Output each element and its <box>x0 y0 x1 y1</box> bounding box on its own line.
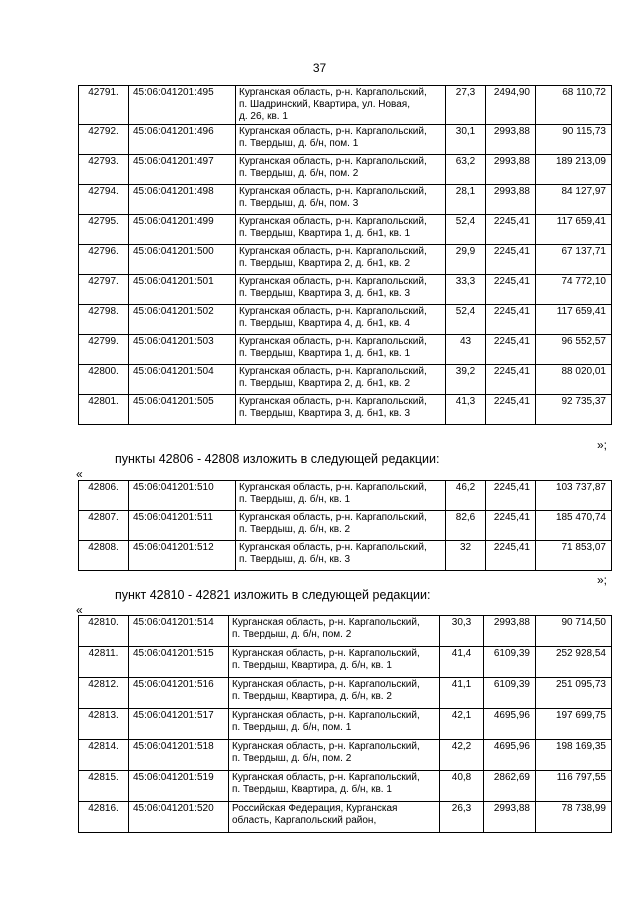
address-line: п. Твердыш, Квартира 1, д. бн1, кв. 1 <box>239 228 411 239</box>
total-value-cell: 96 552,57 <box>536 335 612 365</box>
table-row <box>79 647 612 678</box>
table-row <box>79 511 612 541</box>
total-value-cell: 252 928,54 <box>536 647 612 678</box>
address-cell <box>236 305 446 335</box>
address-line: Курганская область, р-н. Каргапольский, <box>239 336 427 347</box>
address-line: п. Твердыш, д. б/н, кв. 1 <box>239 494 351 505</box>
address-line: п. Шадринский, Квартира, ул. Новая, <box>239 99 410 110</box>
address-line: п. Твердыш, д. б/н, кв. 3 <box>239 554 351 565</box>
rate-cell: 2245,41 <box>486 541 536 571</box>
area-cell: 28,1 <box>446 185 486 215</box>
address-line: п. Твердыш, д. б/н, пом. 1 <box>239 138 359 149</box>
address-cell <box>236 511 446 541</box>
table-row <box>79 802 612 833</box>
item-number-cell: 42816. <box>79 802 129 833</box>
total-value-cell: 197 699,75 <box>536 709 612 740</box>
rate-cell: 2993,88 <box>486 125 536 155</box>
table-row <box>79 275 612 305</box>
address-line: Курганская область, р-н. Каргапольский, <box>232 648 420 659</box>
address-line: Курганская область, р-н. Каргапольский, <box>232 741 420 752</box>
property-table-2 <box>78 480 612 571</box>
total-value-cell: 92 735,37 <box>536 395 612 425</box>
address-line: Курганская область, р-н. Каргапольский, <box>239 186 427 197</box>
item-number-cell: 42800. <box>79 365 129 395</box>
cadastral-number-cell: 45:06:041201:505 <box>129 395 236 425</box>
address-line: п. Твердыш, д. б/н, кв. 2 <box>239 524 351 535</box>
address-cell <box>229 616 440 647</box>
opening-quote-2: « <box>76 603 83 617</box>
item-number-cell: 42810. <box>79 616 129 647</box>
cadastral-number-cell: 45:06:041201:518 <box>129 740 229 771</box>
address-line: Курганская область, р-н. Каргапольский, <box>239 396 427 407</box>
address-line: Курганская область, р-н. Каргапольский, <box>232 617 420 628</box>
total-value-cell: 185 470,74 <box>536 511 612 541</box>
address-line: Курганская область, р-н. Каргапольский, <box>232 772 420 783</box>
table-row <box>79 305 612 335</box>
cadastral-number-cell: 45:06:041201:512 <box>129 541 236 571</box>
address-line: Курганская область, р-н. Каргапольский, <box>239 87 427 98</box>
address-line: п. Твердыш, Квартира 2, д. бн1, кв. 2 <box>239 378 411 389</box>
property-table-1 <box>78 85 612 425</box>
area-cell: 41,1 <box>440 678 484 709</box>
table-row <box>79 771 612 802</box>
address-line: п. Твердыш, Квартира 4, д. бн1, кв. 4 <box>239 318 411 329</box>
item-number-cell: 42793. <box>79 155 129 185</box>
rate-cell: 2993,88 <box>486 155 536 185</box>
total-value-cell: 78 738,99 <box>536 802 612 833</box>
rate-cell: 2245,41 <box>486 365 536 395</box>
address-cell <box>229 802 440 833</box>
rate-cell: 2993,88 <box>484 616 536 647</box>
address-cell <box>236 185 446 215</box>
address-cell <box>236 481 446 511</box>
rate-cell: 2494,90 <box>486 86 536 125</box>
total-value-cell: 189 213,09 <box>536 155 612 185</box>
item-number-cell: 42801. <box>79 395 129 425</box>
address-cell <box>236 395 446 425</box>
area-cell: 30,1 <box>446 125 486 155</box>
address-line: п. Твердыш, Квартира, д. б/н, кв. 1 <box>232 660 392 671</box>
item-number-cell: 42792. <box>79 125 129 155</box>
total-value-cell: 103 737,87 <box>536 481 612 511</box>
page-number: 37 <box>312 61 327 75</box>
rate-cell: 2245,41 <box>486 275 536 305</box>
table-row <box>79 740 612 771</box>
address-line: Курганская область, р-н. Каргапольский, <box>239 246 427 257</box>
area-cell: 27,3 <box>446 86 486 125</box>
table-row <box>79 541 612 571</box>
address-line: п. Твердыш, д. б/н, пом. 1 <box>232 722 352 733</box>
address-cell <box>229 740 440 771</box>
address-cell <box>236 335 446 365</box>
address-line: Курганская область, р-н. Каргапольский, <box>239 156 427 167</box>
item-number-cell: 42808. <box>79 541 129 571</box>
table-row <box>79 678 612 709</box>
area-cell: 41,3 <box>446 395 486 425</box>
table-row <box>79 185 612 215</box>
address-line: Российская Федерация, Курганская <box>232 803 398 814</box>
address-cell <box>236 275 446 305</box>
cadastral-number-cell: 45:06:041201:500 <box>129 245 236 275</box>
address-line: Курганская область, р-н. Каргапольский, <box>232 679 420 690</box>
table-row <box>79 86 612 125</box>
address-cell <box>229 678 440 709</box>
total-value-cell: 251 095,73 <box>536 678 612 709</box>
area-cell: 82,6 <box>446 511 486 541</box>
cadastral-number-cell: 45:06:041201:504 <box>129 365 236 395</box>
address-cell <box>236 155 446 185</box>
rate-cell: 2245,41 <box>486 395 536 425</box>
address-line: область, Каргапольский район, <box>232 815 377 826</box>
table-row <box>79 215 612 245</box>
address-line: п. Твердыш, Квартира, д. б/н, кв. 1 <box>232 784 392 795</box>
address-line: Курганская область, р-н. Каргапольский, <box>239 542 427 553</box>
total-value-cell: 71 853,07 <box>536 541 612 571</box>
rate-cell: 6109,39 <box>484 647 536 678</box>
item-number-cell: 42797. <box>79 275 129 305</box>
area-cell: 63,2 <box>446 155 486 185</box>
address-cell <box>236 125 446 155</box>
total-value-cell: 67 137,71 <box>536 245 612 275</box>
total-value-cell: 116 797,55 <box>536 771 612 802</box>
address-line: п. Твердыш, д. б/н, пом. 2 <box>239 168 359 179</box>
cadastral-number-cell: 45:06:041201:497 <box>129 155 236 185</box>
cadastral-number-cell: 45:06:041201:517 <box>129 709 229 740</box>
table-row <box>79 616 612 647</box>
rate-cell: 2993,88 <box>484 802 536 833</box>
item-number-cell: 42806. <box>79 481 129 511</box>
address-line: п. Твердыш, д. б/н, пом. 2 <box>232 753 352 764</box>
item-number-cell: 42798. <box>79 305 129 335</box>
cadastral-number-cell: 45:06:041201:503 <box>129 335 236 365</box>
address-cell <box>236 365 446 395</box>
cadastral-number-cell: 45:06:041201:511 <box>129 511 236 541</box>
item-number-cell: 42813. <box>79 709 129 740</box>
closing-quote-1: »; <box>597 438 608 452</box>
closing-quote-2: »; <box>597 573 608 587</box>
address-line: д. 26, кв. 1 <box>239 111 288 122</box>
area-cell: 32 <box>446 541 486 571</box>
table-row <box>79 709 612 740</box>
address-line: Курганская область, р-н. Каргапольский, <box>239 216 427 227</box>
cadastral-number-cell: 45:06:041201:502 <box>129 305 236 335</box>
rate-cell: 2993,88 <box>486 185 536 215</box>
address-cell <box>236 86 446 125</box>
cadastral-number-cell: 45:06:041201:499 <box>129 215 236 245</box>
area-cell: 41,4 <box>440 647 484 678</box>
paragraph-items-42806-42808: пункты 42806 - 42808 изложить в следующей редакции: <box>115 452 440 466</box>
rate-cell: 6109,39 <box>484 678 536 709</box>
area-cell: 42,2 <box>440 740 484 771</box>
table-row <box>79 245 612 275</box>
rate-cell: 2245,41 <box>486 245 536 275</box>
address-cell <box>236 245 446 275</box>
rate-cell: 4695,96 <box>484 740 536 771</box>
total-value-cell: 88 020,01 <box>536 365 612 395</box>
address-line: п. Твердыш, Квартира 1, д. бн1, кв. 1 <box>239 348 411 359</box>
area-cell: 26,3 <box>440 802 484 833</box>
cadastral-number-cell: 45:06:041201:510 <box>129 481 236 511</box>
property-table-3 <box>78 615 612 833</box>
total-value-cell: 90 115,73 <box>536 125 612 155</box>
cadastral-number-cell: 45:06:041201:519 <box>129 771 229 802</box>
total-value-cell: 90 714,50 <box>536 616 612 647</box>
item-number-cell: 42814. <box>79 740 129 771</box>
area-cell: 30,3 <box>440 616 484 647</box>
address-line: п. Твердыш, д. б/н, пом. 2 <box>232 629 352 640</box>
address-line: Курганская область, р-н. Каргапольский, <box>239 306 427 317</box>
item-number-cell: 42799. <box>79 335 129 365</box>
item-number-cell: 42811. <box>79 647 129 678</box>
address-line: Курганская область, р-н. Каргапольский, <box>239 276 427 287</box>
address-line: п. Твердыш, Квартира 2, д. бн1, кв. 2 <box>239 258 411 269</box>
address-line: Курганская область, р-н. Каргапольский, <box>239 126 427 137</box>
area-cell: 52,4 <box>446 215 486 245</box>
paragraph-items-42810-42821: пункт 42810 - 42821 изложить в следующей редакции: <box>115 588 431 602</box>
item-number-cell: 42807. <box>79 511 129 541</box>
address-cell <box>236 541 446 571</box>
address-line: Курганская область, р-н. Каргапольский, <box>239 366 427 377</box>
item-number-cell: 42791. <box>79 86 129 125</box>
area-cell: 42,1 <box>440 709 484 740</box>
item-number-cell: 42795. <box>79 215 129 245</box>
total-value-cell: 74 772,10 <box>536 275 612 305</box>
area-cell: 39,2 <box>446 365 486 395</box>
item-number-cell: 42815. <box>79 771 129 802</box>
area-cell: 33,3 <box>446 275 486 305</box>
area-cell: 52,4 <box>446 305 486 335</box>
address-line: Курганская область, р-н. Каргапольский, <box>239 482 427 493</box>
cadastral-number-cell: 45:06:041201:516 <box>129 678 229 709</box>
rate-cell: 2245,41 <box>486 215 536 245</box>
address-line: Курганская область, р-н. Каргапольский, <box>232 710 420 721</box>
table-row <box>79 365 612 395</box>
total-value-cell: 117 659,41 <box>536 305 612 335</box>
cadastral-number-cell: 45:06:041201:515 <box>129 647 229 678</box>
total-value-cell: 198 169,35 <box>536 740 612 771</box>
opening-quote-1: « <box>76 467 83 481</box>
cadastral-number-cell: 45:06:041201:520 <box>129 802 229 833</box>
address-cell <box>229 709 440 740</box>
cadastral-number-cell: 45:06:041201:514 <box>129 616 229 647</box>
table-row <box>79 125 612 155</box>
address-line: п. Твердыш, Квартира 3, д. бн1, кв. 3 <box>239 408 411 419</box>
item-number-cell: 42796. <box>79 245 129 275</box>
address-line: п. Твердыш, Квартира, д. б/н, кв. 2 <box>232 691 392 702</box>
address-line: п. Твердыш, д. б/н, пом. 3 <box>239 198 359 209</box>
table-row <box>79 395 612 425</box>
area-cell: 43 <box>446 335 486 365</box>
rate-cell: 2862,69 <box>484 771 536 802</box>
total-value-cell: 84 127,97 <box>536 185 612 215</box>
rate-cell: 2245,41 <box>486 305 536 335</box>
table-row <box>79 335 612 365</box>
address-cell <box>229 771 440 802</box>
rate-cell: 2245,41 <box>486 511 536 541</box>
cadastral-number-cell: 45:06:041201:496 <box>129 125 236 155</box>
address-line: Курганская область, р-н. Каргапольский, <box>239 512 427 523</box>
address-cell <box>229 647 440 678</box>
total-value-cell: 68 110,72 <box>536 86 612 125</box>
address-line: п. Твердыш, Квартира 3, д. бн1, кв. 3 <box>239 288 411 299</box>
total-value-cell: 117 659,41 <box>536 215 612 245</box>
rate-cell: 4695,96 <box>484 709 536 740</box>
area-cell: 40,8 <box>440 771 484 802</box>
table-row <box>79 155 612 185</box>
area-cell: 46,2 <box>446 481 486 511</box>
cadastral-number-cell: 45:06:041201:495 <box>129 86 236 125</box>
cadastral-number-cell: 45:06:041201:501 <box>129 275 236 305</box>
rate-cell: 2245,41 <box>486 335 536 365</box>
rate-cell: 2245,41 <box>486 481 536 511</box>
address-cell <box>236 215 446 245</box>
item-number-cell: 42794. <box>79 185 129 215</box>
table-row <box>79 481 612 511</box>
cadastral-number-cell: 45:06:041201:498 <box>129 185 236 215</box>
area-cell: 29,9 <box>446 245 486 275</box>
item-number-cell: 42812. <box>79 678 129 709</box>
